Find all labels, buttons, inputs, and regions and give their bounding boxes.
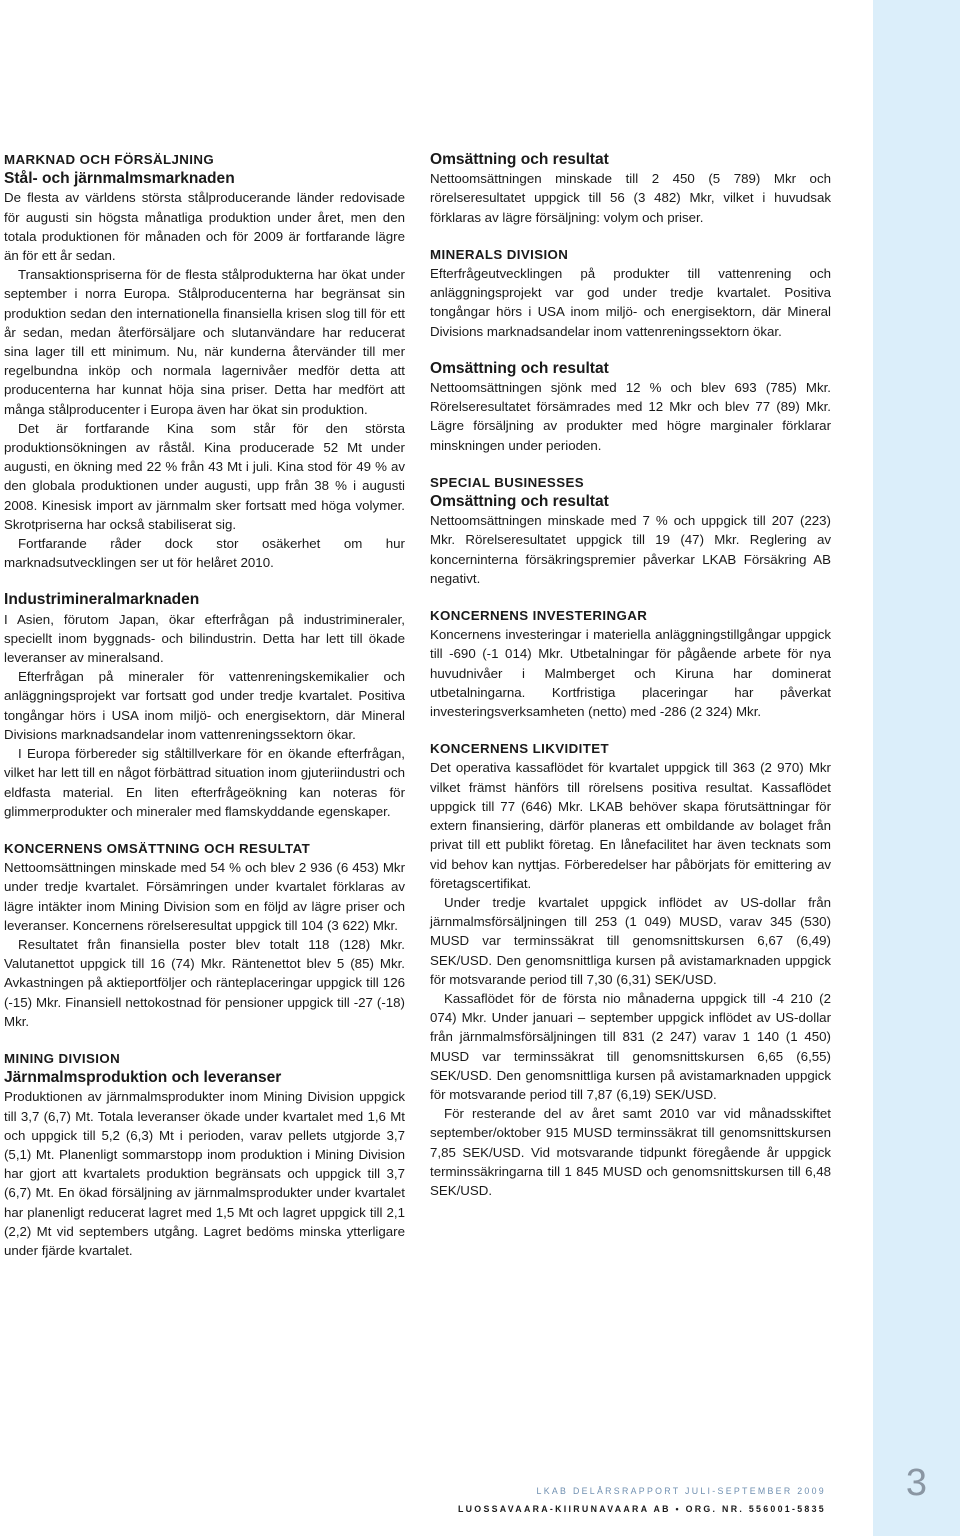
section-minerals-division	[430, 245, 831, 341]
paragraph: Under tredje kvartalet uppgick inflödet av US-dollar från järnmalmsförsäljningen till 253 (1 049) MUSD, varav 345 (530) MUSD var terminssäkrat till genomsnittskursen 6,67 (6,49) SEK/USD. Den genomsnittliga kursen på avistamarknaden uppgick för motsvarande period till 7,30 (6,31) SEK/USD.	[430, 894, 831, 987]
paragraph: Koncernens investeringar i materiella anläggningstillgångar uppgick till -690 (-1 014) Mkr. Utbetalningar för pågående arbete för nya huvudnivåer i Malmberget och Kiruna har dominerat utbetalningarna. Kortfristiga placeringar har påverkat investeringsverksamheten (netto) med -286 (2 324) Mkr.	[430, 627, 831, 720]
paragraph: Efterfrågeutvecklingen på produkter till vattenrening och anläggningsprojekt var god under tredje kvartalet. Positiva tongångar hörs i USA inom miljö- och energisektorn, där Mineral Divisions marknadsandelar inom vattenreningssektorn ökar.	[430, 266, 831, 339]
paragraph: Nettoomsättningen minskade till 2 450 (5 789) Mkr och rörelseresultatet uppgick till 56 (3 482) Mkr, vilket i huvudsak förklaras av lägre försäljning: volym och priser.	[430, 171, 831, 225]
paragraph: Det är fortfarande Kina som står för den största produktionsökningen av råstål. Kina producerade 52 Mt under augusti, en ökning med 22 % från 43 Mt i juli. Kina stod för 49 % av den globala produktionen under augusti, upp från 38 % i augusti 2008. Kinesisk import av järnmalm sker fortsatt med höga volymer. Skrotpriserna har också stabiliserat sig.	[4, 420, 405, 532]
subheading: Omsättning och resultat	[430, 359, 609, 377]
paragraph: I Asien, förutom Japan, ökar efterfrågan på industrimineraler, speciellt inom byggnads- och bilindustrin. Detta har lett till ökade leveranser av mineralsand.	[4, 611, 405, 666]
page-footer	[430, 1482, 826, 1518]
footer-org-number: LUOSSAVAARA-KIIRUNAVAARA AB • ORG. NR. 556001-5835	[457, 1504, 826, 1514]
paragraph: Produktionen av järnmalmsprodukter inom Mining Division uppgick till 3,7 (6,7) Mt. Totala leveranser ökade under kvartalet med 1,6 Mt och uppgick till 5,2 (6,3) Mt i perioden, varav pellets utgjorde 3,7 (5,1) Mt. Planenligt sommarstopp inom produktion i Mining Division har gjort att kvartalets produktion begränsats och uppgick till 3,7 (6,7) Mt. En ökad försäljning av järnmalmsprodukter under kvartalet har planenligt reducerat lagret med 1,5 Mt och lagret uppgick till 2,1 (2,2) Mt vid septembers utgång. Lagret bedöms minska ytterligare under fjärde kvartalet.	[4, 1089, 405, 1258]
section-likviditet	[430, 739, 831, 1200]
section-investeringar	[430, 606, 831, 721]
subheading: Omsättning och resultat	[430, 493, 609, 511]
subheading: Järnmalmsproduktion och leveranser	[4, 1069, 282, 1087]
subheading: Omsättning och resultat	[430, 151, 609, 168]
paragraph: Kassaflödet för de första nio månaderna uppgick till -4 210 (2 074) Mkr. Under januari – september uppgick inflödet av US-dollar från järnmalmsförsäljningen till 831 (2 247) varav 1 140 (1 450) MUSD var terminssäkrat till genomsnittskursen 6,65 (6,55) SEK/USD. Den genomsnittliga kursen på avistamarknaden uppgick för motsvarande period till 7,87 (6,19) SEK/USD.	[430, 990, 831, 1102]
page-number: 3	[905, 1462, 928, 1504]
paragraph: Resultatet från finansiella poster blev totalt 118 (128) Mkr. Valutanettot uppgick till 16 (74) Mkr. Räntenettot blev 5 (85) Mkr. Avkastningen på aktieportföljer och ränteplaceringar uppgick till 126 (-15) Mkr. Finansiell nettokostnad för pensioner uppgick till -27 (-18) Mkr.	[4, 936, 405, 1029]
paragraph: Det operativa kassaflödet för kvartalet uppgick till 363 (2 970) Mkr vilket främst hänförs till rörelsens positiva resultat. Kassaflödet uppgick till 77 (646) Mkr. LKAB behöver skapa förutsättningar för extern finansiering, därför planeras ett ombildande av bolaget från privat till ett publikt företag. En lånefacilitet har även tecknats som vid behov kan nyttjas. Förberedelser har påbörjats för emittering av företagscertifikat.	[430, 760, 831, 891]
paragraph: Nettoomsättningen minskade med 7 % och uppgick till 207 (223) Mkr. Rörelseresultatet uppgick till 19 (47) Mkr. Reglering av koncerninterna försäkringspremier påverkar LKAB Försäkring AB negativt.	[430, 513, 831, 586]
left-column	[4, 150, 405, 1278]
right-column	[430, 150, 831, 1218]
paragraph: I Europa förbereder sig ståltillverkare för en ökande efterfrågan, vilket har lett till en något förbättrad situation inom gjuteriindustri och eldfasta material. En liten efterfrågeökning kan noteras för glimmerprodukter och mineraler med flamskyddande egenskaper.	[4, 746, 405, 819]
section-koncernens-omsattning	[4, 839, 405, 1031]
paragraph: De flesta av världens största stålproducerande länder redovisade för augusti sin högsta månatliga produktion under året, men den totala produktionen för månaden och för 2009 är fortfarande lägre än för ett år sedan.	[4, 190, 405, 264]
section-minerals-resultat	[430, 359, 831, 455]
section-heading: KONCERNENS INVESTERINGAR	[430, 608, 648, 624]
paragraph: För resterande del av året samt 2010 var vid månadsskiftet september/oktober 915 MUSD terminssäkrat till genomsnittskursen 7,85 SEK/USD. Vid motsvarande tidpunkt föregående år uppgick terminssäkringarna till 1 845 MUSD och genomsnittskursen till 6,48 SEK/USD.	[430, 1106, 831, 1198]
section-heading: SPECIAL BUSINESSES	[430, 474, 584, 490]
section-heading: KONCERNENS OMSÄTTNING OCH RESULTAT	[4, 840, 311, 856]
section-special-businesses	[430, 473, 831, 588]
section-marknad	[4, 150, 405, 572]
section-mining-division	[4, 1049, 405, 1260]
side-color-bar	[873, 0, 960, 1536]
section-heading: MINERALS DIVISION	[430, 246, 569, 262]
paragraph: Efterfrågan på mineraler för vattenreningskemikalier och anläggningsprojekt var fortsatt god under tredje kvartalet. Positiva tongångar hörs i USA inom miljö- och energisektorn, där Mineral Divisions marknadsandelar inom vattenreningssektorn ökar.	[4, 669, 405, 742]
subheading: Stål- och järnmalmsmarknaden	[4, 170, 235, 188]
section-industrimineral	[4, 590, 405, 820]
paragraph: Fortfarande råder dock stor osäkerhet om hur marknadsutvecklingen ser ut för helåret 2010.	[4, 536, 405, 571]
paragraph: Nettoomsättningen minskade med 54 % och blev 2 936 (6 453) Mkr under tredje kvartalet. Försämringen under kvartalet förklaras av lägre intäkter inom Mining Division som en följd av lägre priser och leveranser. Koncernens rörelseresultat uppgick till 104 (3 622) Mkr.	[4, 860, 405, 933]
footer-report-title: LKAB DELÅRSRAPPORT JULI-SEPTEMBER 2009	[536, 1486, 826, 1496]
section-heading: MARKNAD OCH FÖRSÄLJNING	[4, 152, 215, 167]
section-mining-resultat	[430, 150, 831, 227]
subheading: Industrimineralmarknaden	[4, 591, 200, 609]
section-heading: MINING DIVISION	[4, 1050, 121, 1066]
section-heading: KONCERNENS LIKVIDITET	[430, 741, 610, 757]
paragraph: Transaktionspriserna för de flesta stålprodukterna har ökat under september i norra Europa. Stålproducenterna har begränsat sin produktion sedan den internationella finansiella krisen slog till för ett år sedan, medan återförsäljare och slutanvändare har reducerat sina lager till ett minimum. Nu, när kunderna återvänder till mer regelbundna inköp och normala lagernivåer medför detta att producenterna har kunnat höja sina priser. Detta har medfört att många stålproducenter i Europa även har ökat sin produktion.	[4, 267, 405, 417]
paragraph: Nettoomsättningen sjönk med 12 % och blev 693 (785) Mkr. Rörelseresultatet försämrades med 12 Mkr och blev 77 (89) Mkr. Lägre försäljning av produkter med högre marginaler förklarar minskningen under perioden.	[430, 380, 831, 453]
